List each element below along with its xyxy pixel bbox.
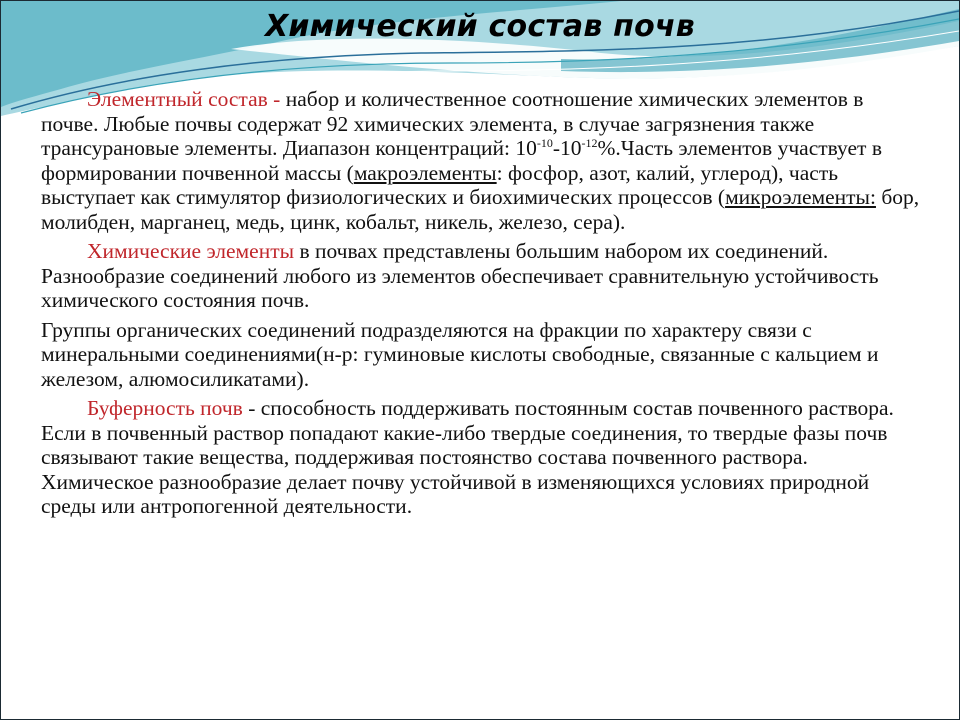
- paragraph-buffering: [41, 396, 921, 519]
- term-buffering: Буферность почв: [87, 396, 243, 420]
- paragraph-text: Группы органических соединений подразделяются на фракции по характеру связи с минеральными соединениями(н-р: гуминовые кислоты свободные, связанные с кальцием и железом, алюмосиликатами).: [41, 317, 879, 391]
- paragraph-elemental-composition: [41, 87, 921, 234]
- slide-body: [41, 87, 921, 524]
- paragraph-text: %.Часть элементов участвует в формировании почвенной массы (: [41, 136, 882, 185]
- slide-title: Химический состав почв: [265, 9, 695, 44]
- paragraph-text: в почвах представлены большим набором их соединений. Разнообразие соединений любого из элементов обеспечивает сравнительную устойчивость химического состояния почв.: [41, 239, 879, 312]
- underlined-term-macroelements: макроэлементы: [353, 160, 497, 185]
- superscript: -10: [536, 136, 553, 150]
- paragraph-text: набор и количественное соотношение химических элементов в почве. Любые почвы содержат 92 химических элемента, в случае загрязнения также трансурановые элементы. Диапазон концентраций: 10: [41, 87, 864, 160]
- superscript: -12: [581, 136, 598, 150]
- paragraph-text: : фосфор, азот, калий, углерод), часть выступает как стимулятор физиологических и биохимических процессов (: [41, 160, 839, 209]
- term-elemental-composition: Элементный состав -: [87, 87, 281, 111]
- underlined-term-microelements: микроэлементы:: [725, 185, 876, 209]
- paragraph-chemical-elements: [41, 239, 921, 313]
- paragraph-text: - способность поддерживать постоянным состав почвенного раствора. Если в почвенный раствор попадают какие-либо твердые соединения, то твердые фазы почв связывают такие вещества, поддерживая постоянство состава почвенного раствора. Химическое разнообразие делает почву устойчивой в изменяющихся условиях природной среды или антропогенной деятельности.: [41, 396, 894, 518]
- paragraph-organic-groups: [41, 318, 921, 392]
- paragraph-text: бор, молибден, марганец, медь, цинк, кобальт, никель, железо, сера).: [41, 185, 920, 234]
- paragraph-text: -10: [552, 136, 582, 160]
- term-chemical-elements: Химические элементы: [87, 239, 295, 263]
